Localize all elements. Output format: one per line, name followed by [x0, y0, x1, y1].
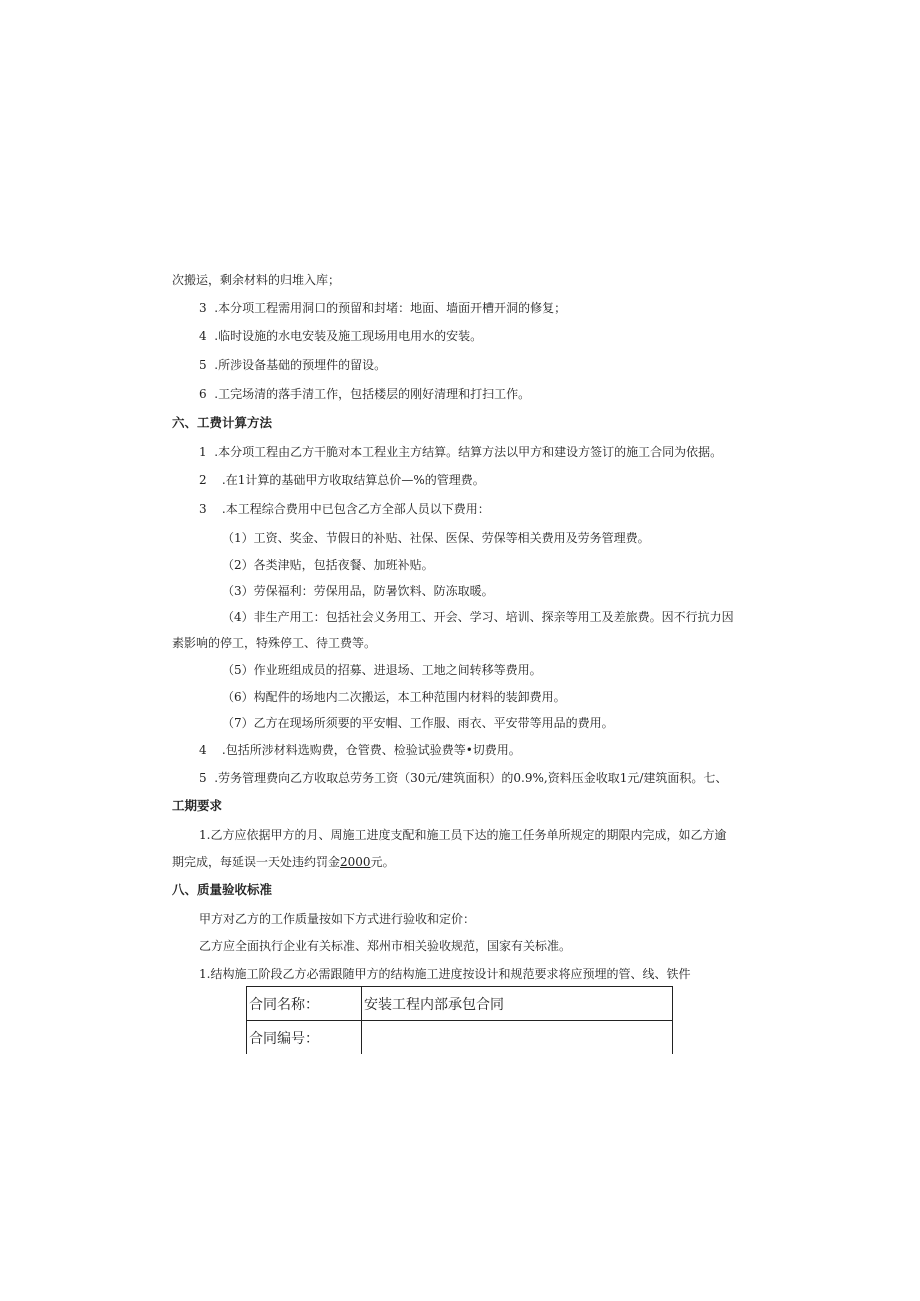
sub-item-6: （6）构配件的场地内二次搬运，本工种范围内材料的装卸费用。 [222, 690, 566, 704]
sub-item-3: （3）劳保福利：劳保用品，防暑饮料、防冻取暖。 [222, 584, 494, 598]
list-item-4: 4 .临时设施的水电安装及施工现场用电用水的安装。 [199, 329, 483, 343]
list-item-p3: 3 .本工程综合费用中已包含乙方全部人员以下费用： [199, 502, 490, 516]
quality-clause-1: 甲方对乙方的工作质量按如下方式进行验收和定价： [199, 912, 476, 926]
sub-item-5: （5）作业班组成员的招募、进退场、工地之间转移等费用。 [222, 663, 542, 677]
table-row [247, 987, 673, 1021]
contract-name-value: 安装工程内部承包合同 [362, 987, 673, 1021]
sub-item-7: （7）乙方在现场所须要的平安帽、工作服、雨衣、平安带等用品的费用。 [222, 716, 614, 730]
list-item-p5: 5 .劳务管理费向乙方收取总劳务工资（30元/建筑面积）的0.9%,资料压金收取1元/建筑面积。七、 [199, 771, 728, 785]
list-item-3: 3 .本分项工程需用洞口的预留和封堵：地面、墙面开槽开洞的修复； [199, 301, 567, 315]
section-heading-8: 八、质量验收标准 [172, 882, 273, 897]
quality-clause-2: 乙方应全面执行企业有关标准、郑州市相关验收规范，国家有关标准。 [199, 939, 572, 953]
sub-item-4-cont: 素影响的停工，特殊停工、待工费等。 [172, 636, 377, 650]
list-item-p2: 2 .在1计算的基础甲方收取结算总价—%的管理费。 [199, 473, 485, 487]
quality-clause-3: 1.结构施工阶段乙方必需跟随甲方的结构施工进度按设计和规范要求将应预埋的管、线、铁件 [199, 967, 691, 981]
text-line: 次搬运，剩余材料的归堆入库； [172, 273, 341, 287]
section-heading-7: 工期要求 [172, 798, 223, 813]
list-item-6: 6 .工完场清的落手清工作，包括楼层的刚好清理和打扫工作。 [199, 387, 531, 401]
sub-item-4: （4）非生产用工：包括社会义务用工、开会、学习、培训、探亲等用工及差旅费。因不行抗力因 [222, 610, 734, 624]
contract-number-label: 合同编号： [247, 1021, 362, 1055]
list-item-5: 5 .所涉设备基础的预埋件的留设。 [199, 358, 387, 372]
list-item-p1: 1 .本分项工程由乙方干脆对本工程业主方结算。结算方法以甲方和建设方签订的施工合同为依据。 [199, 445, 723, 459]
penalty-amount: 2000 [340, 855, 371, 869]
schedule-clause-1: 1.乙方应依据甲方的月、周施工进度支配和施工员下达的施工任务单所规定的期限内完成，如乙方逾 [199, 828, 727, 842]
contract-info-table [246, 986, 673, 1054]
table-row [247, 1021, 673, 1055]
sub-item-2: （2）各类津贴，包括夜餐、加班补贴。 [222, 558, 434, 572]
contract-name-label: 合同名称： [247, 987, 362, 1021]
sub-item-1: （1）工资、奖金、节假日的补贴、社保、医保、劳保等相关费用及劳务管理费。 [222, 531, 650, 545]
schedule-clause-1-cont: 期完成，每延误一天处违约罚金2000元。 [172, 855, 395, 869]
section-heading-6: 六、工费计算方法 [172, 415, 273, 430]
list-item-p4: 4 .包括所涉材料选购费，仓管费、检验试验费等•切费用。 [199, 743, 521, 757]
contract-number-value [362, 1021, 673, 1055]
